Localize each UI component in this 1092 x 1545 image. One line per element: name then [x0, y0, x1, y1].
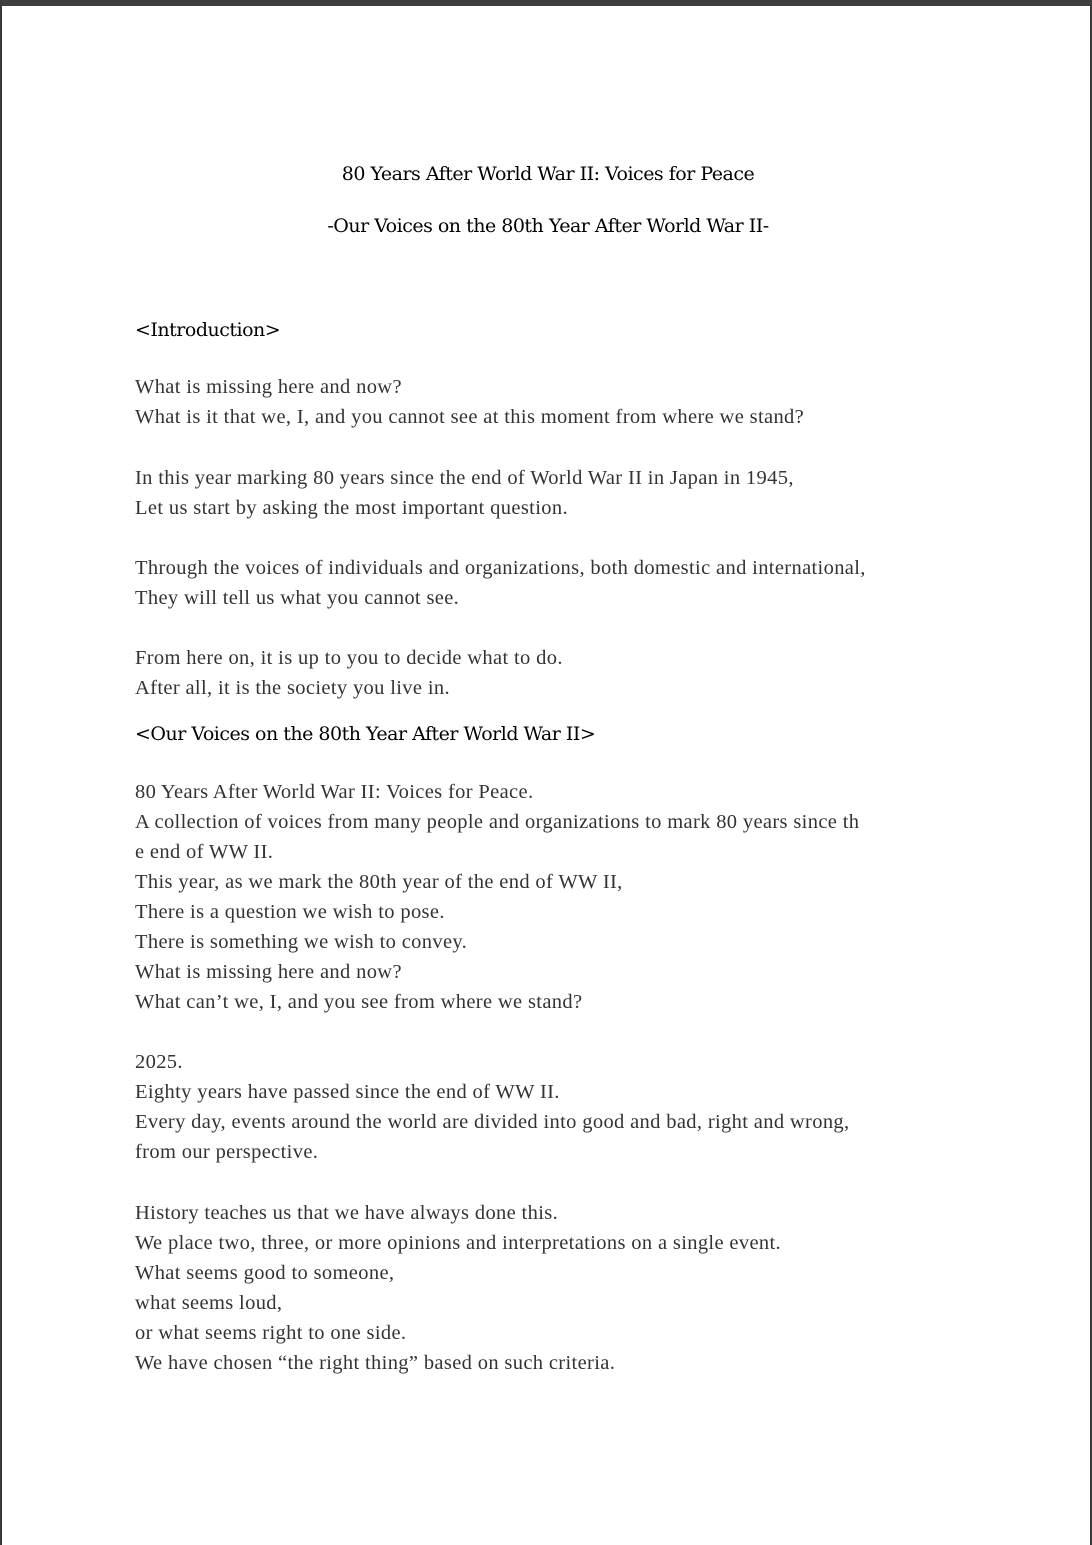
text-line: We place two, three, or more opinions and interpretations on a single event. — [135, 1232, 782, 1254]
text-line: This year, as we mark the 80th year of the end of WW II, — [135, 871, 623, 893]
text-line: e end of WW II. — [135, 841, 274, 863]
text-line: In this year marking 80 years since the end of World War II in Japan in 1945, — [135, 467, 794, 489]
text-line: or what seems right to one side. — [135, 1322, 407, 1344]
introduction-heading: <Introduction> — [135, 319, 281, 341]
text-line: What can’t we, I, and you see from where we stand? — [135, 991, 583, 1013]
intro-paragraph — [135, 372, 965, 432]
intro-paragraph — [135, 553, 965, 613]
voices-heading: <Our Voices on the 80th Year After World War II> — [135, 723, 596, 745]
text-line: History teaches us that we have always done this. — [135, 1202, 559, 1224]
text-line: 80 Years After World War II: Voices for Peace. — [135, 781, 534, 803]
text-line: There is something we wish to convey. — [135, 931, 468, 953]
text-line: A collection of voices from many people and organizations to mark 80 years since th — [135, 811, 860, 833]
text-line: What seems good to someone, — [135, 1262, 395, 1284]
document-title: 80 Years After World War II: Voices for Peace — [341, 163, 755, 185]
voices-paragraph — [135, 777, 965, 1017]
text-line: what seems loud, — [135, 1292, 283, 1314]
text-line: from our perspective. — [135, 1141, 319, 1163]
text-line: What is missing here and now? — [135, 961, 402, 983]
intro-paragraph — [135, 463, 965, 523]
text-line: Eighty years have passed since the end of WW II. — [135, 1081, 560, 1103]
text-line: From here on, it is up to you to decide what to do. — [135, 647, 563, 669]
text-line: There is a question we wish to pose. — [135, 901, 445, 923]
voices-paragraph — [135, 1047, 965, 1167]
text-line: 2025. — [135, 1051, 183, 1073]
text-line: After all, it is the society you live in. — [135, 677, 450, 699]
text-line: They will tell us what you cannot see. — [135, 587, 460, 609]
text-line: What is missing here and now? — [135, 376, 402, 398]
document-subtitle: -Our Voices on the 80th Year After World War II- — [327, 215, 769, 237]
text-line: Let us start by asking the most important question. — [135, 497, 568, 519]
text-line: What is it that we, I, and you cannot see at this moment from where we stand? — [135, 406, 805, 428]
text-line: Every day, events around the world are divided into good and bad, right and wrong, — [135, 1111, 850, 1133]
text-line: We have chosen “the right thing” based on such criteria. — [135, 1352, 616, 1374]
text-line: Through the voices of individuals and organizations, both domestic and international, — [135, 557, 866, 579]
intro-paragraph — [135, 643, 965, 703]
voices-paragraph — [135, 1198, 965, 1378]
